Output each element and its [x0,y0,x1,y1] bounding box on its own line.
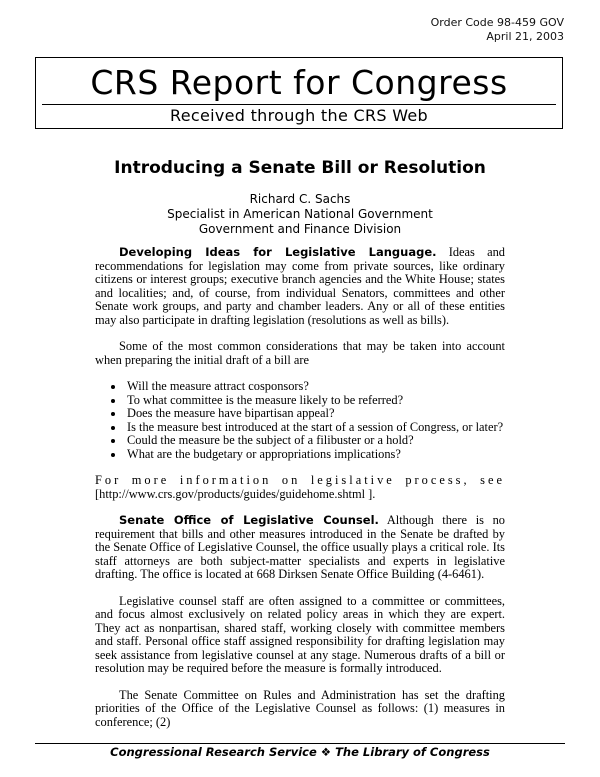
list-item: • Could the measure be the subject of a filibuster or a hold? [125,434,505,448]
more-info-paragraph [95,474,505,501]
order-code: Order Code 98-459 GOV [430,16,564,29]
document-body [95,246,505,742]
list-item: • Does the measure have bipartisan appeal? [125,407,505,421]
paragraph-legislative-counsel [95,514,505,582]
author-division: Government and Finance Division [198,222,402,236]
author-title: Specialist in American National Government [167,207,433,221]
section-heading-developing-ideas: Developing Ideas for Legislative Language. [119,245,437,259]
considerations-list [95,380,505,461]
paragraph-considerations: Some of the most common considerations that may be taken into account when preparing the initial draft of a bill are [95,339,505,367]
report-banner [35,57,563,129]
list-item: • Will the measure attract cosponsors? [125,380,505,394]
paragraph-text: Although there is no requirement that bills and other measures introduced in the Senate be drafted by the Senate Office of Legislative Counsel, the office usually plays a critical role. Its staff attorneys are both subject-matter specialists and experts in legislative drafting. The office is located at 668 Dirksen Senate Office Building (4-6461). [95,513,505,581]
more-info-link[interactable]: [http://www.crs.gov/products/guides/guidehome.shtml ]. [95,486,376,501]
banner-title: CRS Report for Congress [90,63,508,102]
author-block [0,192,600,237]
paragraph-counsel-staff: Legislative counsel staff are often assigned to a committee or committees, and focus almost exclusively on related policy areas in which they are expert. They act as nonpartisan, shared staff, working closely with committee members and staff. Personal office staff assigned responsibility for drafting legislation may seek assistance from legislative counsel at any stage. Numerous drafts of a bill or resolution may be required before the measure is formally introduced. [95,593,505,675]
paragraph-developing-ideas [95,246,505,327]
paragraph-drafting-priorities: The Senate Committee on Rules and Administration has set the drafting priorities of the Office of the Legislative Counsel as follows: (1) measures in conference; (2) [95,687,505,729]
footer-text: Congressional Research Service ❖ The Library of Congress [110,745,490,759]
more-info-text: For more information on legislative process, see [95,473,505,487]
banner-subtitle: Received through the CRS Web [170,106,428,125]
footer-divider [35,743,565,744]
list-item: • To what committee is the measure likely to be referred? [125,394,505,408]
report-date: April 21, 2003 [486,30,564,43]
section-heading-legislative-counsel: Senate Office of Legislative Counsel. [119,513,379,527]
list-item: • What are the budgetary or appropriations implications? [125,448,505,462]
author-name: Richard C. Sachs [249,192,351,206]
paragraph-text: Ideas and recommendations for legislation may come from private sources, like ordinary citizens or interest groups; executive branch agencies and the White House; states and localities; and, of course, from individual Senators, committees and other Senate work groups, and party and chamber leaders. Any or all of these entities may also participate in drafting legislation (resolutions as well as bills). [95,245,505,327]
list-item: • Is the measure best introduced at the start of a session of Congress, or later? [125,421,505,435]
order-info [431,16,564,44]
document-title: Introducing a Senate Bill or Resolution [114,158,486,178]
